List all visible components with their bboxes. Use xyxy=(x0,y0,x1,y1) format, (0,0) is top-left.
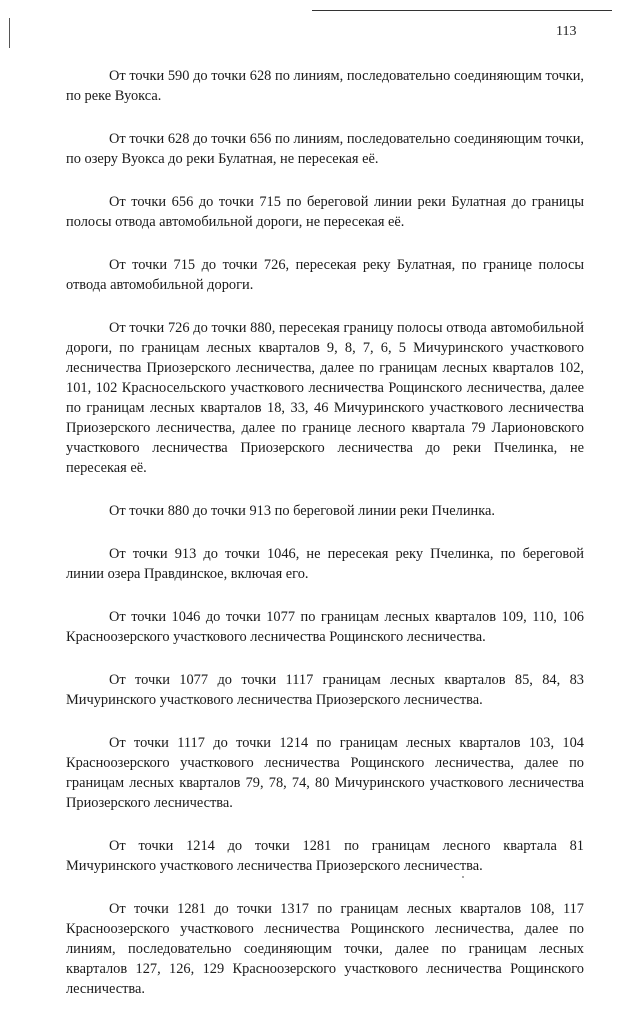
paragraph: От точки 1117 до точки 1214 по границам лесных кварталов 103, 104 Красноозерского участкового лесничества Рощинского лесничества, далее по границам лесных кварталов 79, 78, 74, 80 Мичуринского участкового лесничества Приозерского лесничества. xyxy=(66,735,584,811)
paragraph: От точки 913 до точки 1046, не пересекая реку Пчелинка, по береговой линии озера Правдинское, включая его. xyxy=(66,546,584,582)
document-body xyxy=(66,66,584,1022)
paragraph: От точки 880 до точки 913 по береговой линии реки Пчелинка. xyxy=(109,503,496,519)
paragraph: От точки 656 до точки 715 по береговой линии реки Булатная до границы полосы отвода автомобильной дороги, не пересекая её. xyxy=(66,194,584,230)
scan-speck xyxy=(462,876,464,878)
paragraph: От точки 590 до точки 628 по линиям, последовательно соединяющим точки, по реке Вуокса. xyxy=(66,68,584,104)
paragraph: От точки 1281 до точки 1317 по границам лесных кварталов 108, 117 Красноозерского участкового лесничества Рощинского лесничества, далее по линиям, последовательно соединяющим точки, далее по границам лесных кварталов 127, 126, 129 Красноозерского участкового лесничества Рощинского лесничества. xyxy=(66,901,584,997)
paragraph: От точки 715 до точки 726, пересекая реку Булатная, по границе полосы отвода автомобильной дороги. xyxy=(66,257,584,293)
paragraph: От точки 1046 до точки 1077 по границам лесных кварталов 109, 110, 106 Красноозерского участкового лесничества Рощинского лесничества. xyxy=(66,609,584,645)
paragraph: От точки 628 до точки 656 по линиям, последовательно соединяющим точки, по озеру Вуокса до реки Булатная, не пересекая её. xyxy=(66,131,584,167)
paragraph: От точки 726 до точки 880, пересекая границу полосы отвода автомобильной дороги, по границам лесных кварталов 9, 8, 7, 6, 5 Мичуринского участкового лесничества Приозерского лесничества, далее по границам лесных кварталов 102, 101, 102 Красносельского участкового лесничества Рощинского лесничества, далее по границам лесных кварталов 18, 33, 46 Мичуринского участкового лесничества Приозерского лесничества, далее по границе лесного квартала 79 Ларионовского участкового лесничества Приозерского лесничества до реки Пчелинка, не пересекая её. xyxy=(66,320,584,476)
header-rule xyxy=(312,10,612,11)
paragraph: От точки 1214 до точки 1281 по границам лесного квартала 81 Мичуринского участкового лесничества Приозерского лесничества. xyxy=(66,838,584,874)
page-number: 113 xyxy=(556,24,577,39)
scan-edge-mark xyxy=(9,18,10,48)
paragraph: От точки 1077 до точки 1117 границам лесных кварталов 85, 84, 83 Мичуринского участкового лесничества Приозерского лесничества. xyxy=(66,672,584,708)
